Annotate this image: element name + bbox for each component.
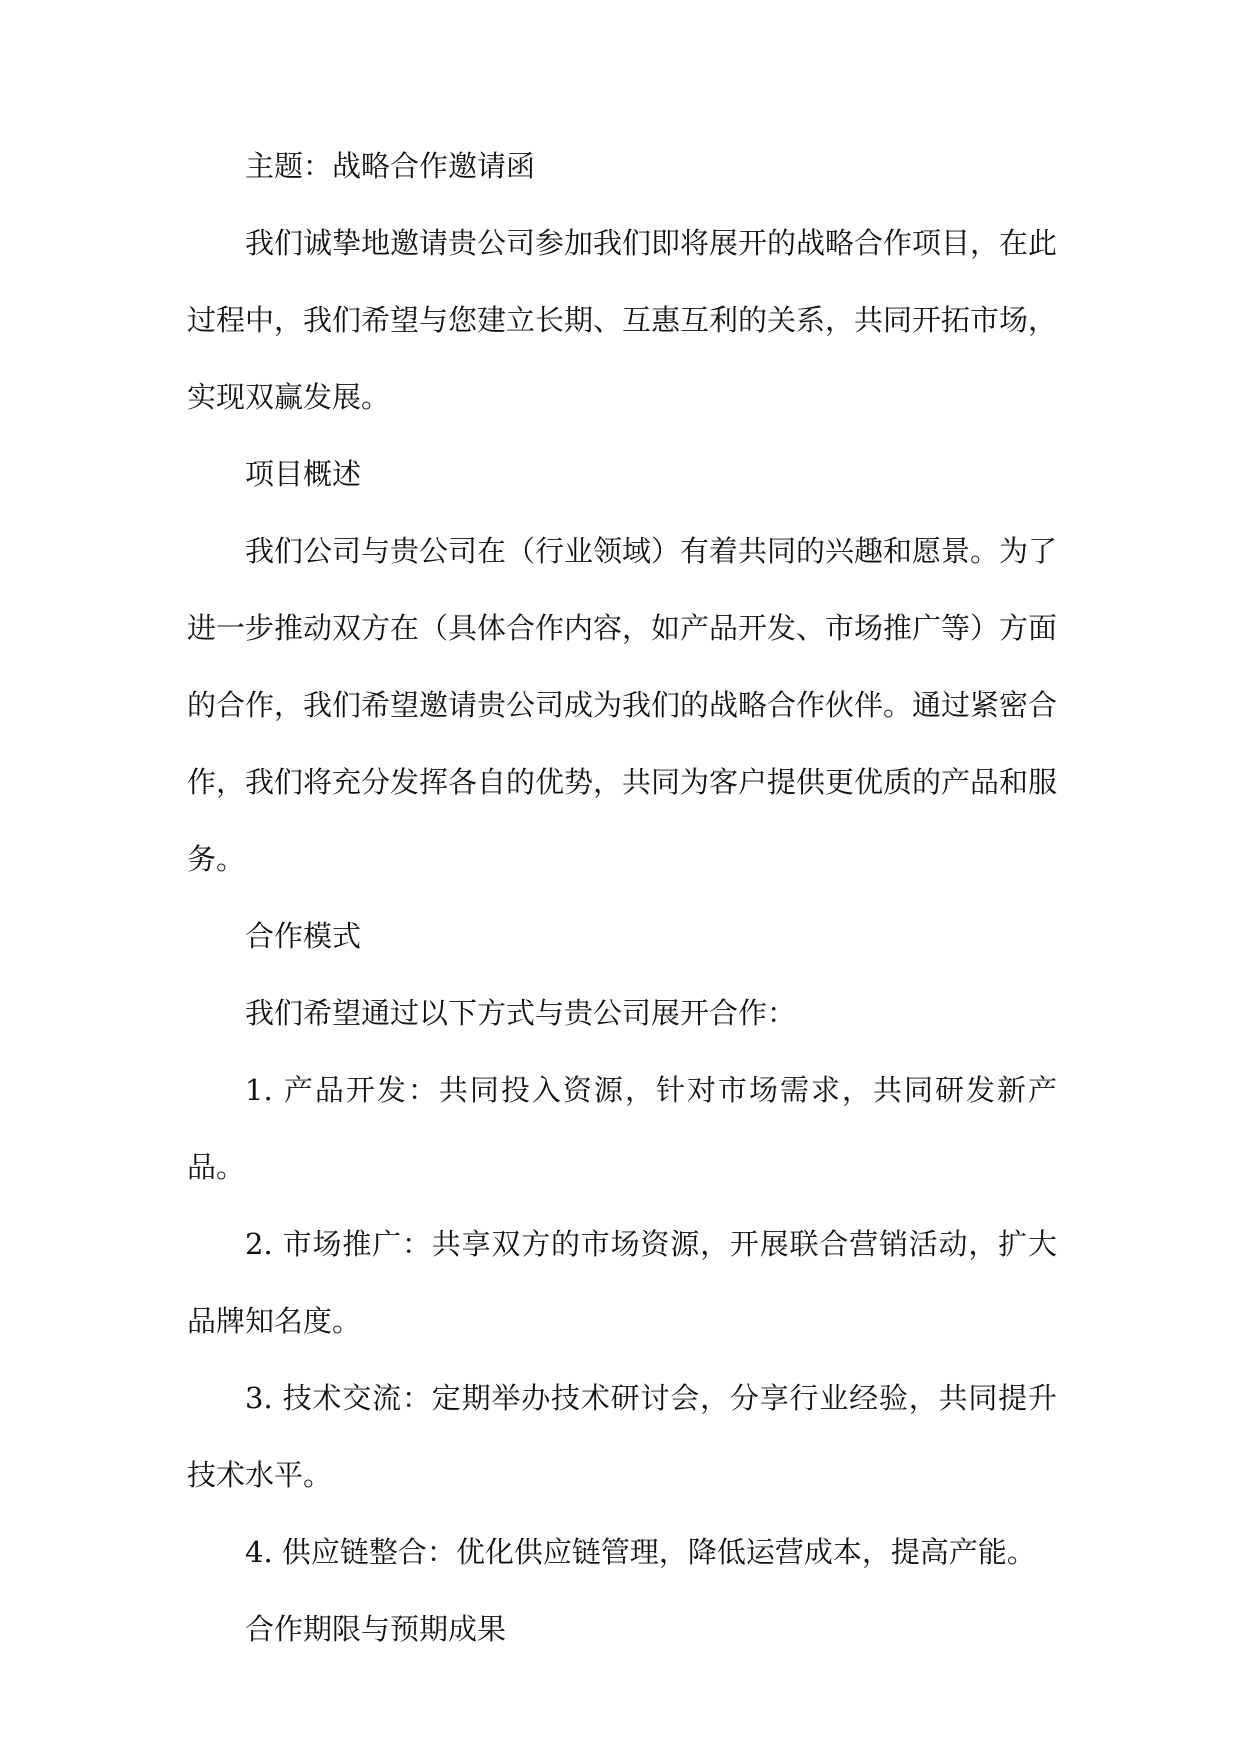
list-item-product-development: 1. 产品开发：共同投入资源，针对市场需求，共同研发新产品。: [187, 1073, 1057, 1184]
list-item-tech-exchange: 3. 技术交流：定期举办技术研讨会，分享行业经验，共同提升技术水平。: [187, 1381, 1057, 1492]
overview-paragraph: 我们公司与贵公司在（行业领域）有着共同的兴趣和愿景。为了进一步推动双方在（具体合作内容，如产品开发、市场推广等）方面的合作，我们希望邀请贵公司成为我们的战略合作伙伴。通过紧密合作，我们将充分发挥各自的优势，共同为客户提供更优质的产品和服务。: [187, 534, 1058, 876]
mode-intro-paragraph: 我们希望通过以下方式与贵公司展开合作：: [245, 996, 797, 1030]
list-item-supply-chain: 4. 供应链整合：优化供应链管理，降低运营成本，提高产能。: [245, 1535, 1036, 1569]
intro-paragraph: 我们诚挚地邀请贵公司参加我们即将展开的战略合作项目，在此过程中，我们希望与您建立长期、互惠互利的关系，共同开拓市场，实现双赢发展。: [187, 226, 1058, 414]
section-heading-overview: 项目概述: [245, 457, 362, 491]
document-body: [187, 128, 1057, 1668]
subject-line: 主题：战略合作邀请函: [245, 149, 536, 183]
section-heading-term: 合作期限与预期成果: [245, 1612, 507, 1646]
section-heading-mode: 合作模式: [245, 919, 362, 953]
list-item-marketing: 2. 市场推广：共享双方的市场资源，开展联合营销活动，扩大品牌知名度。: [187, 1227, 1057, 1338]
